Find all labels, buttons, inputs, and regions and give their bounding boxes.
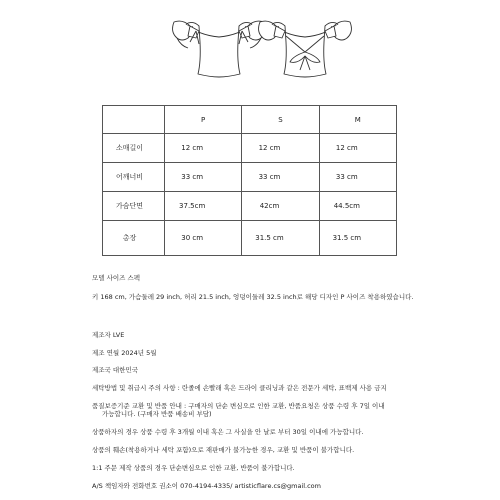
custom-order-policy-text: 1:1 주문 제작 상품의 경우 단순변심으로 인한 교환, 반품이 불가합니다. xyxy=(92,464,295,472)
table-cell: 37.5cm xyxy=(165,192,242,221)
header-cell-size-s: S xyxy=(242,106,319,134)
table-cell: 33 cm xyxy=(242,163,319,192)
header-cell-blank xyxy=(103,106,165,134)
manufacturer-text: 제조자 LVE xyxy=(92,331,125,339)
table-cell: 12 cm xyxy=(319,134,396,163)
table-cell: 33 cm xyxy=(319,163,396,192)
header-cell-size-m: M xyxy=(319,106,396,134)
wash-instructions-text: 세탁방법 및 취급시 주의 사항 : 란졸에 손빨래 혹은 드라이 클리닝과 같은 전문가 세탁, 표백제 사용 금지 xyxy=(92,384,387,392)
table-row xyxy=(103,192,397,221)
row-label-shoulder-width: 어깨너비 xyxy=(103,163,165,192)
country-text: 제조국 대한민국 xyxy=(92,366,139,374)
row-label-chest-width: 가슴단면 xyxy=(103,192,165,221)
size-table-header-row xyxy=(103,106,397,134)
table-cell: 30 cm xyxy=(165,221,242,256)
model-spec-text: 키 168 cm, 가슴둘레 29 inch, 허리 21.5 inch, 엉덩이둘레 32.5 inch로 해당 디자인 P 사이즈 착용하였습니다. xyxy=(92,293,414,301)
table-cell: 31.5 cm xyxy=(242,221,319,256)
defect-policy-text: 상품하자의 경우 상품 수령 후 3개월 이내 혹은 그 사실을 안 날로 부터 30일 이내에 가능합니다. xyxy=(92,428,364,436)
table-cell: 42cm xyxy=(242,192,319,221)
table-row xyxy=(103,134,397,163)
table-cell: 12 cm xyxy=(242,134,319,163)
damage-policy-text: 상품의 훼손(착용하거나 세탁 포함)으로 재판매가 불가능한 경우, 교환 및 반품이 불가합니다. xyxy=(92,446,355,454)
garment-illustration xyxy=(0,14,500,86)
table-cell: 12 cm xyxy=(165,134,242,163)
row-label-total-length: 총장 xyxy=(103,221,165,256)
table-cell: 31.5 cm xyxy=(319,221,396,256)
as-contact-text: A/S 책임자와 전화번호 권소이 070-4194-4335/ artisticflare.cs@gmail.com xyxy=(92,482,321,490)
table-cell: 44.5cm xyxy=(319,192,396,221)
model-spec-title: 모델 사이즈 스펙 xyxy=(92,274,141,282)
manufacture-date-text: 제조 연월 2024년 5월 xyxy=(92,349,157,357)
garment-front-drawing xyxy=(173,21,266,77)
garment-back-drawing xyxy=(259,21,352,77)
table-row xyxy=(103,163,397,192)
row-label-sleeve-length: 소매길이 xyxy=(103,134,165,163)
return-policy-text-continued: 가능합니다. (구매자 반품 배송비 부담) xyxy=(102,410,212,418)
table-row xyxy=(103,221,397,256)
return-policy-text: 품질보증기준 교환 및 반품 안내 : 구매자의 단순 변심으로 인한 교환, 반품요청은 상품 수령 후 7일 이내 xyxy=(92,402,385,410)
header-cell-size-p: P xyxy=(165,106,242,134)
table-cell: 33 cm xyxy=(165,163,242,192)
size-table xyxy=(102,105,397,256)
